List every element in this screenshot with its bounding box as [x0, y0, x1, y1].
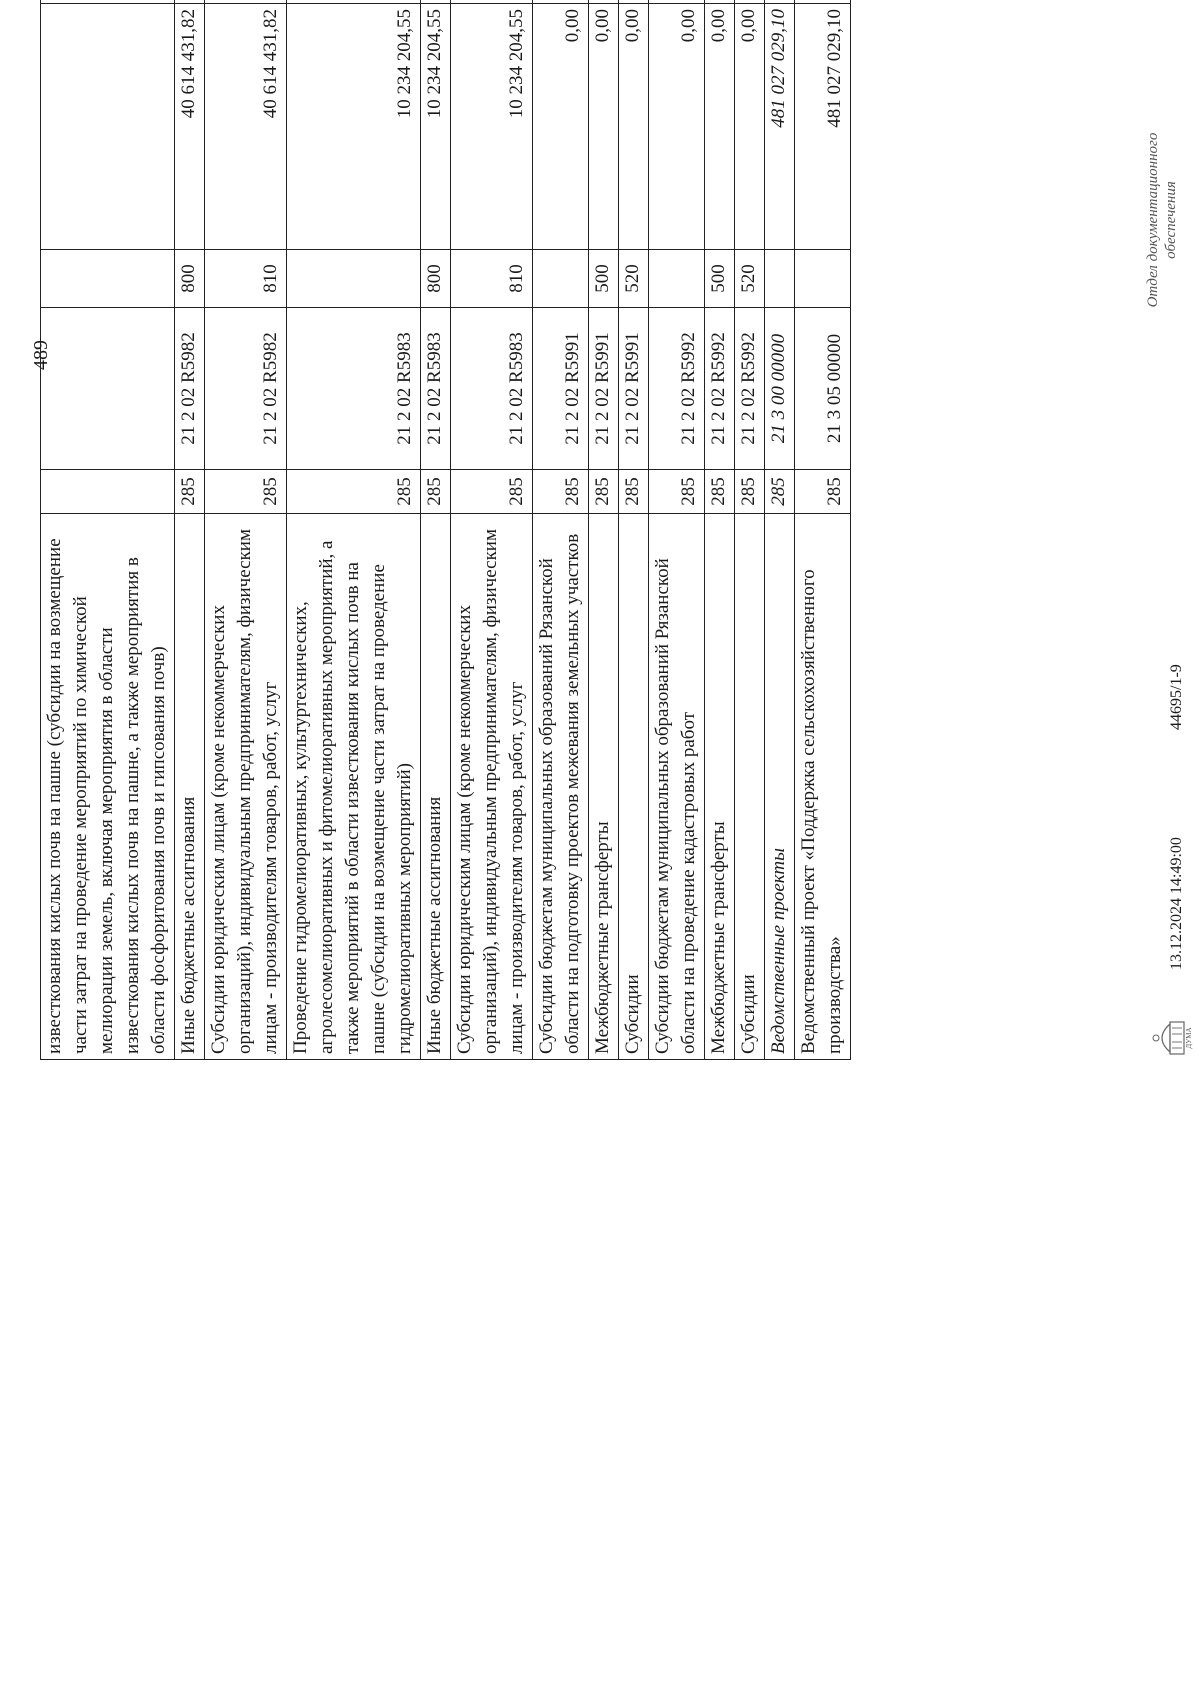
cell-name: Субсидии: [619, 514, 649, 1060]
cell-vr: [533, 250, 589, 308]
table-row: [533, 0, 589, 1060]
cell-csr: 21 2 02 R5991: [589, 308, 619, 470]
table-row: [421, 0, 451, 1060]
table-row: [205, 0, 287, 1060]
cell-amount-2: [589, 0, 619, 4]
cell-gr: 285: [765, 470, 795, 514]
table-row: [287, 0, 421, 1060]
cell-amount-1: 10 234 204,55: [421, 4, 451, 250]
cell-vr: [649, 250, 705, 308]
table-row: [41, 0, 175, 1060]
cell-name: Межбюджетные трансферты: [705, 514, 735, 1060]
cell-csr: 21 3 00 00000: [765, 308, 795, 470]
cell-vr: 800: [175, 250, 205, 308]
cell-amount-2: [41, 0, 175, 4]
cell-gr: 285: [451, 470, 533, 514]
page-number: 489: [30, 340, 52, 370]
logo-text: ДУМА: [1185, 1027, 1193, 1049]
table-row: [735, 0, 765, 1060]
cell-csr: 21 3 05 00000: [795, 308, 851, 470]
document-code: 44695/1-9: [1168, 664, 1185, 730]
cell-csr: 21 2 02 R5992: [649, 308, 705, 470]
cell-vr: 500: [705, 250, 735, 308]
cell-vr: 810: [451, 250, 533, 308]
department-stamp: [1144, 120, 1180, 320]
cell-vr: 520: [735, 250, 765, 308]
cell-name: Ведомственный проект «Поддержка сельскохозяйственного производства»: [795, 514, 851, 1060]
cell-gr: 285: [649, 470, 705, 514]
cell-amount-2: [451, 0, 533, 4]
cell-name: Субсидии: [735, 514, 765, 1060]
cell-amount-1: 0,00: [735, 4, 765, 250]
cell-amount-2: [205, 0, 287, 4]
cell-amount-2: [649, 0, 705, 4]
duma-logo-icon: [1148, 1016, 1197, 1060]
cell-amount-1: [41, 4, 175, 250]
cell-vr: [287, 250, 421, 308]
cell-amount-1: 481 027 029,10: [795, 4, 851, 250]
cell-csr: 21 2 02 R5982: [175, 308, 205, 470]
cell-csr: 21 2 02 R5991: [533, 308, 589, 470]
budget-table: [40, 0, 851, 1060]
cell-name: Субсидии юридическим лицам (кроме некоммерческих организаций), индивидуальным предпринимателям, физическим лицам - производителям товаров, работ, услуг: [451, 514, 533, 1060]
cell-amount-1: 0,00: [619, 4, 649, 250]
cell-csr: 21 2 02 R5992: [705, 308, 735, 470]
cell-gr: 285: [287, 470, 421, 514]
cell-name: Субсидии бюджетам муниципальных образований Рязанской области на проведение кадастровых работ: [649, 514, 705, 1060]
cell-amount-1: 40 614 431,82: [205, 4, 287, 250]
cell-amount-1: 10 234 204,55: [287, 4, 421, 250]
cell-amount-1: 0,00: [589, 4, 619, 250]
cell-csr: 21 2 02 R5983: [451, 308, 533, 470]
cell-amount-2: [421, 0, 451, 4]
cell-amount-2: [287, 0, 421, 4]
cell-gr: 285: [175, 470, 205, 514]
cell-amount-1: 0,00: [533, 4, 589, 250]
cell-amount-1: 40 614 431,82: [175, 4, 205, 250]
cell-gr: 285: [619, 470, 649, 514]
cell-gr: 285: [735, 470, 765, 514]
table-row: [589, 0, 619, 1060]
cell-amount-1: 10 234 204,55: [451, 4, 533, 250]
cell-name: Ведомственные проекты: [765, 514, 795, 1060]
department-line-2: обеспечения: [1163, 181, 1179, 259]
cell-amount-1: 0,00: [649, 4, 705, 250]
department-line-1: Отдел документационного: [1145, 132, 1161, 308]
page-footer: [1140, 0, 1200, 1060]
footer-date: 13.12.2024 14:49:00: [1168, 837, 1185, 970]
table-row: [765, 0, 795, 1060]
cell-gr: 285: [533, 470, 589, 514]
cell-name: Межбюджетные трансферты: [589, 514, 619, 1060]
cell-csr: 21 2 02 R5991: [619, 308, 649, 470]
cell-vr: 500: [589, 250, 619, 308]
cell-amount-2: [175, 0, 205, 4]
cell-csr: 21 2 02 R5982: [205, 308, 287, 470]
cell-amount-1: 0,00: [705, 4, 735, 250]
cell-amount-2: [795, 0, 851, 4]
cell-name: известкования кислых почв на пашне (субсидии на возмещение части затрат на проведение мероприятий по химической мелиорации земель, включая мероприятия в области известкования кислых почв на пашне, а также мероприятия в области фосфоритования почв и гипсования почв): [41, 514, 175, 1060]
cell-name: Иные бюджетные ассигнования: [175, 514, 205, 1060]
cell-vr: 520: [619, 250, 649, 308]
cell-gr: [41, 470, 175, 514]
table-body: [41, 0, 851, 1060]
table-row: [705, 0, 735, 1060]
cell-amount-2: [735, 0, 765, 4]
cell-csr: 21 2 02 R5983: [287, 308, 421, 470]
cell-vr: [795, 250, 851, 308]
cell-vr: 810: [205, 250, 287, 308]
cell-gr: 285: [205, 470, 287, 514]
cell-amount-2: [533, 0, 589, 4]
table-row: [619, 0, 649, 1060]
cell-vr: [765, 250, 795, 308]
table-row: [795, 0, 851, 1060]
cell-name: Субсидии юридическим лицам (кроме некоммерческих организаций), индивидуальным предпринимателям, физическим лицам - производителям товаров, работ, услуг: [205, 514, 287, 1060]
cell-gr: 285: [705, 470, 735, 514]
cell-gr: 285: [795, 470, 851, 514]
cell-name: Проведение гидромелиоративных, культуртехнических, агролесомелиоративных и фитомелиоративных мероприятий, а также мероприятий в области известкования кислых почв на пашне (субсидии на возмещение части затрат на проведение гидромелиоративных мероприятий): [287, 514, 421, 1060]
cell-vr: [41, 250, 175, 308]
table-row: [175, 0, 205, 1060]
cell-csr: [41, 308, 175, 470]
table-row: [649, 0, 705, 1060]
cell-amount-2: [705, 0, 735, 4]
cell-csr: 21 2 02 R5983: [421, 308, 451, 470]
cell-gr: 285: [421, 470, 451, 514]
cell-csr: 21 2 02 R5992: [735, 308, 765, 470]
cell-gr: 285: [589, 470, 619, 514]
cell-amount-2: [619, 0, 649, 4]
cell-name: Субсидии бюджетам муниципальных образований Рязанской области на подготовку проектов межевания земельных участков: [533, 514, 589, 1060]
cell-amount-2: [765, 0, 795, 4]
table-row: [451, 0, 533, 1060]
cell-vr: 800: [421, 250, 451, 308]
cell-name: Иные бюджетные ассигнования: [421, 514, 451, 1060]
cell-amount-1: 481 027 029,10: [765, 4, 795, 250]
